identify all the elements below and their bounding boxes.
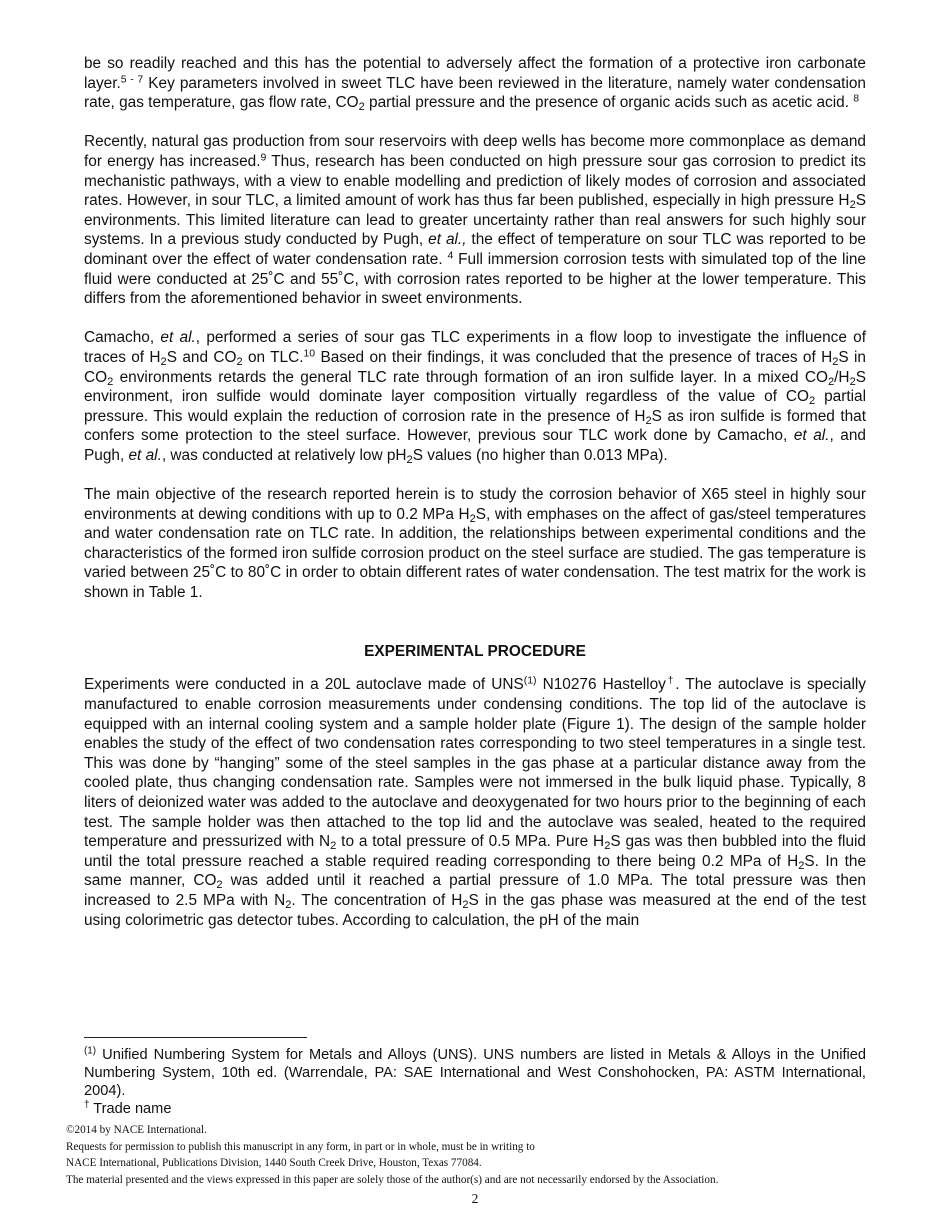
text-run: on TLC. xyxy=(242,348,304,366)
text-run: environments retards the general TLC rate through formation of an iron sulfide layer. In a mixed CO xyxy=(113,368,828,386)
copyright-notice xyxy=(66,1122,886,1188)
text-run: . The autoclave is specially manufactured to enable corrosion measurements under condensing conditions. The top lid of the autoclave is equipped with an internal cooling system and a sample holder plate (Figure 1). The design of the sample holder enables the study of the effect of two condensation rates corresponding to two steel temperatures in a single test. This was done by “hanging” some of the steel samples in the gas phase at a particular distance away from the cooled plate, thus changing condensation rate. Samples were not immersed in the bulk liquid phase. Typically, 8 liters of deionized water was added to the autoclave and deoxygenated for two hours prior to the beginning of each test. The sample holder was then attached to the top lid and the autoclave was sealed, heated to the required temperature and pressurized with N xyxy=(84,676,866,851)
subscript: 2 xyxy=(808,394,816,407)
paragraph-camacho xyxy=(84,328,866,465)
subscript: 2 xyxy=(849,375,856,388)
footnote-divider xyxy=(84,1037,307,1038)
page-number: 2 xyxy=(471,1191,479,1206)
text-run: S. In the same manner, CO xyxy=(84,852,867,890)
footnote-uns xyxy=(84,1046,866,1100)
text-run: Camacho, xyxy=(84,329,161,347)
subscript: 2 xyxy=(285,898,292,911)
subscript: 2 xyxy=(107,375,114,388)
et-al: et al. xyxy=(793,427,830,445)
copyright-line: Requests for permission to publish this manuscript in any form, in part or in whole, must be in writing to xyxy=(66,1140,535,1153)
text-run: S in CO xyxy=(84,348,866,386)
text-run: S environments. This limited literature can lead to greater uncertainty rather than real answers for such highly sour systems. In a previous study conducted by Pugh, xyxy=(84,192,866,249)
text-run: was added until it reached a partial pressure of 1.0 MPa. The total pressure was then increased to 2.5 MPa with N xyxy=(84,872,866,909)
footnote-trade-name xyxy=(84,1100,866,1118)
paragraph-objective xyxy=(84,485,866,603)
subscript: 2 xyxy=(236,355,243,368)
subscript: 2 xyxy=(462,898,469,911)
subscript: 2 xyxy=(216,879,223,892)
text-run: S values (no higher than 0.013 MPa). xyxy=(412,446,668,464)
text-run: , was conducted at relatively low pH xyxy=(161,446,407,464)
subscript: 2 xyxy=(849,198,856,211)
paragraph-sour-reservoirs xyxy=(84,132,866,308)
page-body xyxy=(84,54,866,930)
text-run: partial pressure. This would explain the reduction of corrosion rate in the presence of H xyxy=(84,388,866,425)
text-run: S as iron sulfide is formed that confers some protection to the steel surface. However, previous sour TLC work done by Camacho, xyxy=(84,407,867,445)
subscript: 2 xyxy=(832,355,839,368)
subscript: 2 xyxy=(645,414,652,427)
text-run: to a total pressure of 0.5 MPa. Pure H xyxy=(336,833,605,851)
subscript: 2 xyxy=(358,100,365,113)
et-al: et al. xyxy=(128,446,162,464)
paragraph-intro-continued xyxy=(84,54,866,113)
subscript: 2 xyxy=(604,839,611,852)
text-run: be so readily reached and this has the potential to adversely affect the formation of a protective iron carbonate layer. xyxy=(84,55,866,92)
copyright-line: ©2014 by NACE International. xyxy=(66,1124,207,1136)
et-al: et al., xyxy=(428,231,467,249)
text-run: Key parameters involved in sweet TLC have been reviewed in the literature, namely water condensation rate, gas temperature, gas flow rate, CO xyxy=(84,74,866,112)
subscript: 2 xyxy=(827,375,835,388)
copyright-line: The material presented and the views expressed in this paper are solely those of the author(s) and are not necessarily endorsed by the Association. xyxy=(66,1173,719,1186)
text-run: partial pressure and the presence of organic acids such as acetic acid. xyxy=(364,94,854,112)
footnote-text: Trade name xyxy=(89,1101,172,1117)
subscript: 2 xyxy=(798,859,805,872)
footnote-ref: (1) xyxy=(523,675,537,687)
section-heading: EXPERIMENTAL PROCEDURE xyxy=(364,642,586,660)
text-run: S gas was then bubbled into the fluid until the total pressure reached a stable required reading corresponding to there being 0.2 MPa of H xyxy=(84,833,866,870)
text-run: Thus, research has been conducted on high pressure sour gas corrosion to predict its mechanistic pathways, with a view to enable modelling and prediction of likely modes of corrosion and associated rates. However, in sour TLC, a limited amount of work has thus far been published, especially in high pressure H xyxy=(84,152,867,210)
copyright-line: NACE International, Publications Division, 1440 South Creek Drive, Houston, Texas 77084. xyxy=(66,1157,482,1170)
footnotes xyxy=(84,1046,866,1118)
citation-ref: 8 xyxy=(853,93,860,105)
citation-ref: 5 - 7 xyxy=(120,73,144,85)
subscript: 2 xyxy=(160,355,167,368)
subscript: 2 xyxy=(406,453,413,466)
et-al: et al. xyxy=(160,329,196,347)
text-run: Full immersion corrosion tests with simulated top of the line fluid were conducted at 25˚C and 55˚C, with corrosion rates reported to be higher at the lower temperature. This differs from the aforementioned behavior in sweet environments. xyxy=(84,250,866,308)
footnote-mark: (1) xyxy=(84,1045,97,1057)
citation-ref: 10 xyxy=(303,348,316,360)
text-run: S in the gas phase was measured at the end of the test using colorimetric gas detector tubes. According to calculation, the pH of the main xyxy=(84,891,866,929)
paragraph-experimental xyxy=(84,675,866,930)
text-run: , and Pugh, xyxy=(84,427,866,464)
footnote-text: Unified Numbering System for Metals and Alloys (UNS). UNS numbers are listed in Metals & Alloys in the Unified Numbering System, 10th ed. (Warrendale, PA: SAE International and West Conshohocken, PA: ASTM International, 2004). xyxy=(84,1047,866,1099)
text-run: the effect of temperature on sour TLC was reported to be dominant over the effect of water condensation rate. xyxy=(84,231,866,268)
subscript: 2 xyxy=(330,839,337,852)
citation-ref: 4 xyxy=(447,250,454,262)
text-run: The main objective of the research reported herein is to study the corrosion behavior of X65 steel in highly sour environments at dewing conditions with up to 0.2 MPa H xyxy=(84,486,866,523)
citation-ref: 9 xyxy=(260,152,267,164)
footnote-ref: † xyxy=(665,675,676,687)
text-run: /H xyxy=(834,368,850,386)
text-run: Based on their findings, it was concluded that the presence of traces of H xyxy=(315,348,833,366)
text-run: Recently, natural gas production from sour reservoirs with deep wells has become more commonplace as demand for energy has increased. xyxy=(84,133,866,170)
footnote-mark: † xyxy=(84,1099,90,1111)
text-run: S environment, iron sulfide would dominate layer composition virtually regardless of the value of CO xyxy=(84,368,866,406)
text-run: N10276 Hastelloy xyxy=(536,676,666,694)
text-run: , performed a series of sour gas TLC experiments in a flow loop to investigate the influence of traces of H xyxy=(84,329,866,366)
subscript: 2 xyxy=(469,512,476,525)
text-run: S, with emphases on the affect of gas/steel temperatures and water condensation rate on TLC rate. In addition, the relationships between experimental conditions and the characteristics of the formed iron sulfide corrosion product on the steel surface are studied. The gas temperature is varied between 25˚C to 80˚C in order to obtain different rates of water condensation. The test matrix for the work is shown in Table 1. xyxy=(84,505,867,602)
text-run: Experiments were conducted in a 20L autoclave made of UNS xyxy=(84,676,524,694)
text-run: . The concentration of H xyxy=(291,891,463,909)
text-run: S and CO xyxy=(166,348,237,366)
